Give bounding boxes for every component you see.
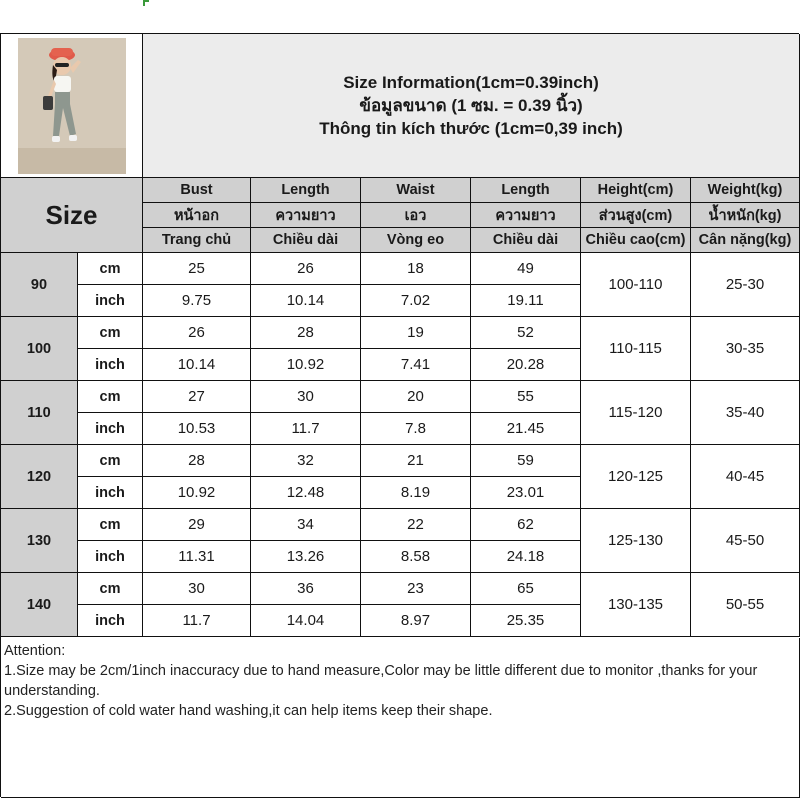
unit-label-cm: cm	[78, 509, 143, 541]
measurement-cm-cell: 62	[471, 509, 581, 541]
measurement-cm-cell: 34	[251, 509, 361, 541]
measurement-inch-cell: 10.53	[143, 413, 251, 445]
measurement-cm-cell: 28	[251, 317, 361, 349]
measurement-cm-cell: 29	[143, 509, 251, 541]
size-header: Size	[1, 178, 143, 253]
measurement-inch-cell: 9.75	[143, 285, 251, 317]
measurement-inch-cell: 10.92	[143, 477, 251, 509]
measurement-cm-cell: 27	[143, 381, 251, 413]
size-row-label: 140	[1, 573, 78, 637]
measurement-inch-cell: 11.31	[143, 541, 251, 573]
height-range-cell: 100-110	[581, 253, 691, 317]
size-information-title	[143, 34, 800, 178]
column-header-en: Waist	[361, 178, 471, 203]
measurement-cm-cell: 52	[471, 317, 581, 349]
column-header-vi: Cân nặng(kg)	[691, 228, 800, 253]
size-chart-table	[0, 33, 799, 797]
size-row-label: 130	[1, 509, 78, 573]
height-range-cell: 120-125	[581, 445, 691, 509]
measurement-inch-cell: 14.04	[251, 605, 361, 637]
weight-range-cell: 35-40	[691, 381, 800, 445]
measurement-inch-cell: 25.35	[471, 605, 581, 637]
weight-range-cell: 25-30	[691, 253, 800, 317]
measurement-cm-cell: 26	[251, 253, 361, 285]
measurement-inch-cell: 24.18	[471, 541, 581, 573]
measurement-cm-cell: 65	[471, 573, 581, 605]
unit-label-cm: cm	[78, 381, 143, 413]
size-row-label: 110	[1, 381, 78, 445]
unit-label-cm: cm	[78, 445, 143, 477]
column-header-vi: Chiều cao(cm)	[581, 228, 691, 253]
measurement-inch-cell: 10.14	[143, 349, 251, 381]
measurement-cm-cell: 28	[143, 445, 251, 477]
unit-label-inch: inch	[78, 349, 143, 381]
measurement-inch-cell: 10.14	[251, 285, 361, 317]
height-range-cell: 110-115	[581, 317, 691, 381]
measurement-inch-cell: 7.8	[361, 413, 471, 445]
unit-label-cm: cm	[78, 317, 143, 349]
weight-range-cell: 30-35	[691, 317, 800, 381]
measurement-cm-cell: 22	[361, 509, 471, 541]
unit-label-cm: cm	[78, 253, 143, 285]
measurement-inch-cell: 7.02	[361, 285, 471, 317]
unit-label-inch: inch	[78, 285, 143, 317]
column-header-th: ความยาว	[251, 203, 361, 228]
measurement-inch-cell: 23.01	[471, 477, 581, 509]
column-header-th: ส่วนสูง(cm)	[581, 203, 691, 228]
column-header-en: Height(cm)	[581, 178, 691, 203]
column-header-vi: Trang chủ	[143, 228, 251, 253]
measurement-cm-cell: 19	[361, 317, 471, 349]
measurement-inch-cell: 11.7	[251, 413, 361, 445]
measurement-cm-cell: 59	[471, 445, 581, 477]
measurement-cm-cell: 36	[251, 573, 361, 605]
measurement-cm-cell: 18	[361, 253, 471, 285]
column-header-en: Length	[471, 178, 581, 203]
unit-label-inch: inch	[78, 477, 143, 509]
weight-range-cell: 45-50	[691, 509, 800, 573]
column-header-th: น้ำหนัก(kg)	[691, 203, 800, 228]
column-header-th: เอว	[361, 203, 471, 228]
measurement-cm-cell: 55	[471, 381, 581, 413]
measurement-inch-cell: 8.97	[361, 605, 471, 637]
size-row-label: 120	[1, 445, 78, 509]
size-row-label: 100	[1, 317, 78, 381]
column-header-en: Bust	[143, 178, 251, 203]
measurement-inch-cell: 8.58	[361, 541, 471, 573]
unit-label-inch: inch	[78, 413, 143, 445]
attention-note-2: 2.Suggestion of cold water hand washing,it can help items keep their shape.	[4, 703, 493, 719]
measurement-inch-cell: 19.11	[471, 285, 581, 317]
weight-range-cell: 40-45	[691, 445, 800, 509]
measurement-cm-cell: 20	[361, 381, 471, 413]
measurement-inch-cell: 13.26	[251, 541, 361, 573]
corner-mark	[143, 0, 149, 6]
attention-heading: Attention:	[4, 643, 66, 659]
column-header-en: Length	[251, 178, 361, 203]
measurement-inch-cell: 21.45	[471, 413, 581, 445]
measurement-cm-cell: 30	[251, 381, 361, 413]
measurement-inch-cell: 20.28	[471, 349, 581, 381]
height-range-cell: 130-135	[581, 573, 691, 637]
column-header-vi: Chiều dài	[251, 228, 361, 253]
measurement-cm-cell: 21	[361, 445, 471, 477]
measurement-cm-cell: 32	[251, 445, 361, 477]
title-thai: ข้อมูลขนาด (1 ซม. = 0.39 นิ้ว)	[359, 96, 583, 115]
measurement-cm-cell: 25	[143, 253, 251, 285]
measurement-inch-cell: 12.48	[251, 477, 361, 509]
measurement-cm-cell: 49	[471, 253, 581, 285]
size-row-label: 90	[1, 253, 78, 317]
title-english: Size Information(1cm=0.39inch)	[343, 73, 599, 92]
unit-label-cm: cm	[78, 573, 143, 605]
measurement-cm-cell: 30	[143, 573, 251, 605]
child-model-illustration	[18, 38, 126, 174]
column-header-vi: Vòng eo	[361, 228, 471, 253]
column-header-th: ความยาว	[471, 203, 581, 228]
unit-label-inch: inch	[78, 605, 143, 637]
attention-note-1: 1.Size may be 2cm/1inch inaccuracy due to hand measure,Color may be little different due to monitor ,thanks for your understanding.	[4, 663, 758, 699]
product-photo	[18, 38, 126, 174]
product-photo-cell	[1, 34, 143, 178]
measurement-inch-cell: 8.19	[361, 477, 471, 509]
weight-range-cell: 50-55	[691, 573, 800, 637]
height-range-cell: 115-120	[581, 381, 691, 445]
measurement-inch-cell: 7.41	[361, 349, 471, 381]
column-header-vi: Chiều dài	[471, 228, 581, 253]
column-header-th: หน้าอก	[143, 203, 251, 228]
measurement-inch-cell: 10.92	[251, 349, 361, 381]
measurement-inch-cell: 11.7	[143, 605, 251, 637]
column-header-en: Weight(kg)	[691, 178, 800, 203]
measurement-cm-cell: 23	[361, 573, 471, 605]
title-vietnamese: Thông tin kích thước (1cm=0,39 inch)	[319, 119, 623, 138]
unit-label-inch: inch	[78, 541, 143, 573]
height-range-cell: 125-130	[581, 509, 691, 573]
attention-notes	[1, 638, 800, 798]
measurement-cm-cell: 26	[143, 317, 251, 349]
